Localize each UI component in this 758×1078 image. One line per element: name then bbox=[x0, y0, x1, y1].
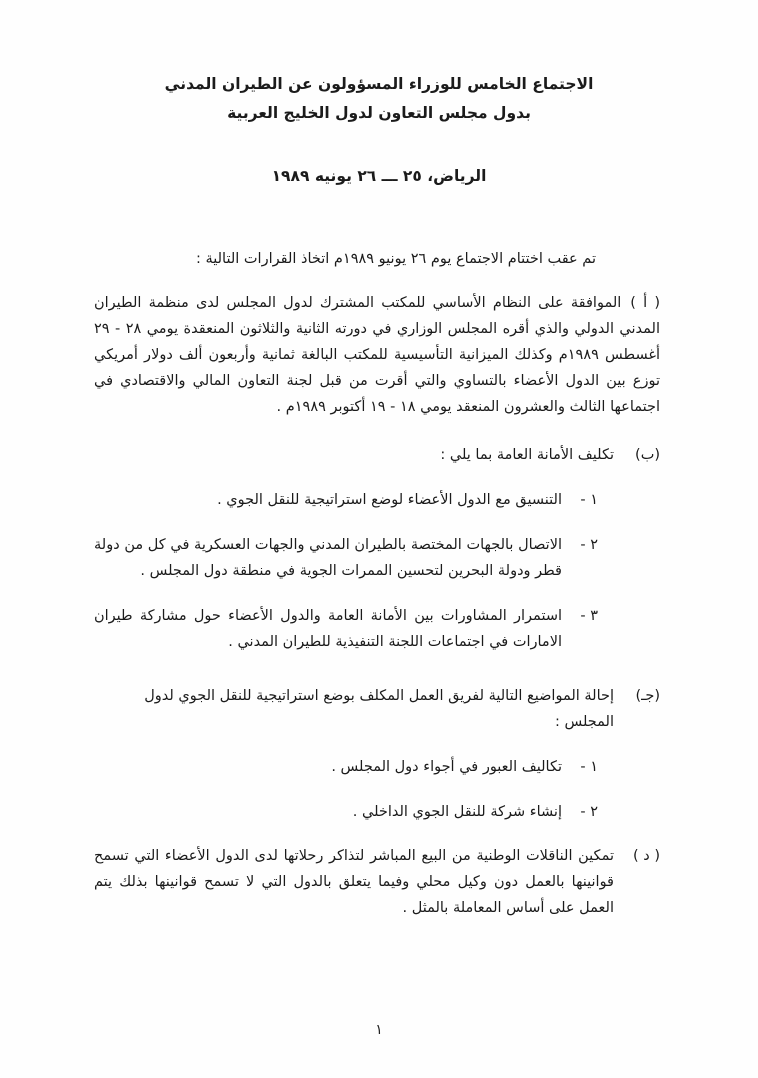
date-line: الرياض، ٢٥ ـــ ٢٦ يونيه ١٩٨٩ bbox=[271, 167, 487, 185]
list-item-number: ٣ - bbox=[580, 608, 598, 624]
page-subtitle: بدول مجلس التعاون لدول الخليج العربية bbox=[227, 104, 531, 122]
resolution-a-text: الموافقة على النظام الأساسي للمكتب المشترك لدول المجلس لدى منظمة الطيران المدني الدولي والذي أقره المجلس الوزاري في دورته الثانية والثلاثون المنعقدة يومي ٢٨ - ٢٩ أغسطس ١٩٨٩م وكذلك الميزانية التأسيسية للمكتب البالغة ثمانية وأربعون ألف دولار أمريكي توزع بين الدول الأعضاء بالتساوي والتي أقرت من قبل لجنة التعاون المالي والاقتصادي في اجتماعها الثالث والعشرون المنعقد يومي ١٨ - ١٩ أكتوبر ١٩٨٩م . bbox=[94, 295, 660, 415]
intro-paragraph: تم عقب اختتام الاجتماع يوم ٢٦ يونيو ١٩٨٩م اتخاذ القرارات التالية : bbox=[196, 251, 596, 267]
list-item bbox=[94, 799, 598, 825]
list-item-text: تكاليف العبور في أجواء دول المجلس . bbox=[331, 759, 562, 775]
resolution-b-sublist bbox=[94, 487, 598, 655]
resolution-a bbox=[94, 290, 660, 420]
list-item-text: التنسيق مع الدول الأعضاء لوضع استراتيجية للنقل الجوي . bbox=[217, 492, 562, 508]
resolution-c-marker: (جـ) bbox=[635, 688, 660, 704]
resolution-b bbox=[94, 442, 660, 468]
page-number: ١ bbox=[375, 1022, 383, 1038]
list-item bbox=[94, 603, 598, 655]
resolution-b-marker: (ب) bbox=[635, 447, 660, 463]
page-title: الاجتماع الخامس للوزراء المسؤولون عن الطيران المدني bbox=[164, 75, 594, 93]
list-item bbox=[94, 532, 598, 584]
resolution-d-marker: ( د ) bbox=[633, 848, 660, 864]
document-header bbox=[0, 0, 758, 188]
resolution-c bbox=[94, 683, 660, 735]
list-item-number: ١ - bbox=[580, 492, 598, 508]
list-item-text: إنشاء شركة للنقل الجوي الداخلي . bbox=[352, 804, 562, 820]
list-item-number: ٢ - bbox=[580, 804, 598, 820]
resolution-c-sublist bbox=[94, 754, 598, 825]
resolution-b-text: تكليف الأمانة العامة بما يلي : bbox=[440, 447, 614, 463]
document-body bbox=[94, 246, 660, 921]
list-item-text: استمرار المشاورات بين الأمانة العامة والدول الأعضاء حول مشاركة طيران الامارات في اجتماعات اللجنة التنفيذية للطيران المدني . bbox=[94, 608, 562, 650]
list-item bbox=[94, 754, 598, 780]
resolution-d bbox=[94, 843, 660, 921]
list-item-text: الاتصال بالجهات المختصة بالطيران المدني والجهات العسكرية في كل من دولة قطر ودولة البحرين لتحسين الممرات الجوية في منطقة دول المجلس . bbox=[94, 537, 562, 579]
list-item bbox=[94, 487, 598, 513]
resolution-d-text: تمكين الناقلات الوطنية من البيع المباشر لتذاكر رحلاتها لدى الدول الأعضاء التي تسمح قوانينها بالعمل دون وكيل محلي وفيما يتعلق بالدول التي لا تسمح قوانينها بذلك يتم العمل على أساس المعاملة بالمثل . bbox=[94, 848, 614, 916]
resolution-a-marker: ( أ ) bbox=[630, 295, 661, 311]
list-item-number: ٢ - bbox=[580, 537, 598, 553]
list-item-number: ١ - bbox=[580, 759, 598, 775]
resolution-c-text: إحالة المواضيع التالية لفريق العمل المكلف بوضع استراتيجية للنقل الجوي لدول المجلس : bbox=[144, 688, 614, 730]
